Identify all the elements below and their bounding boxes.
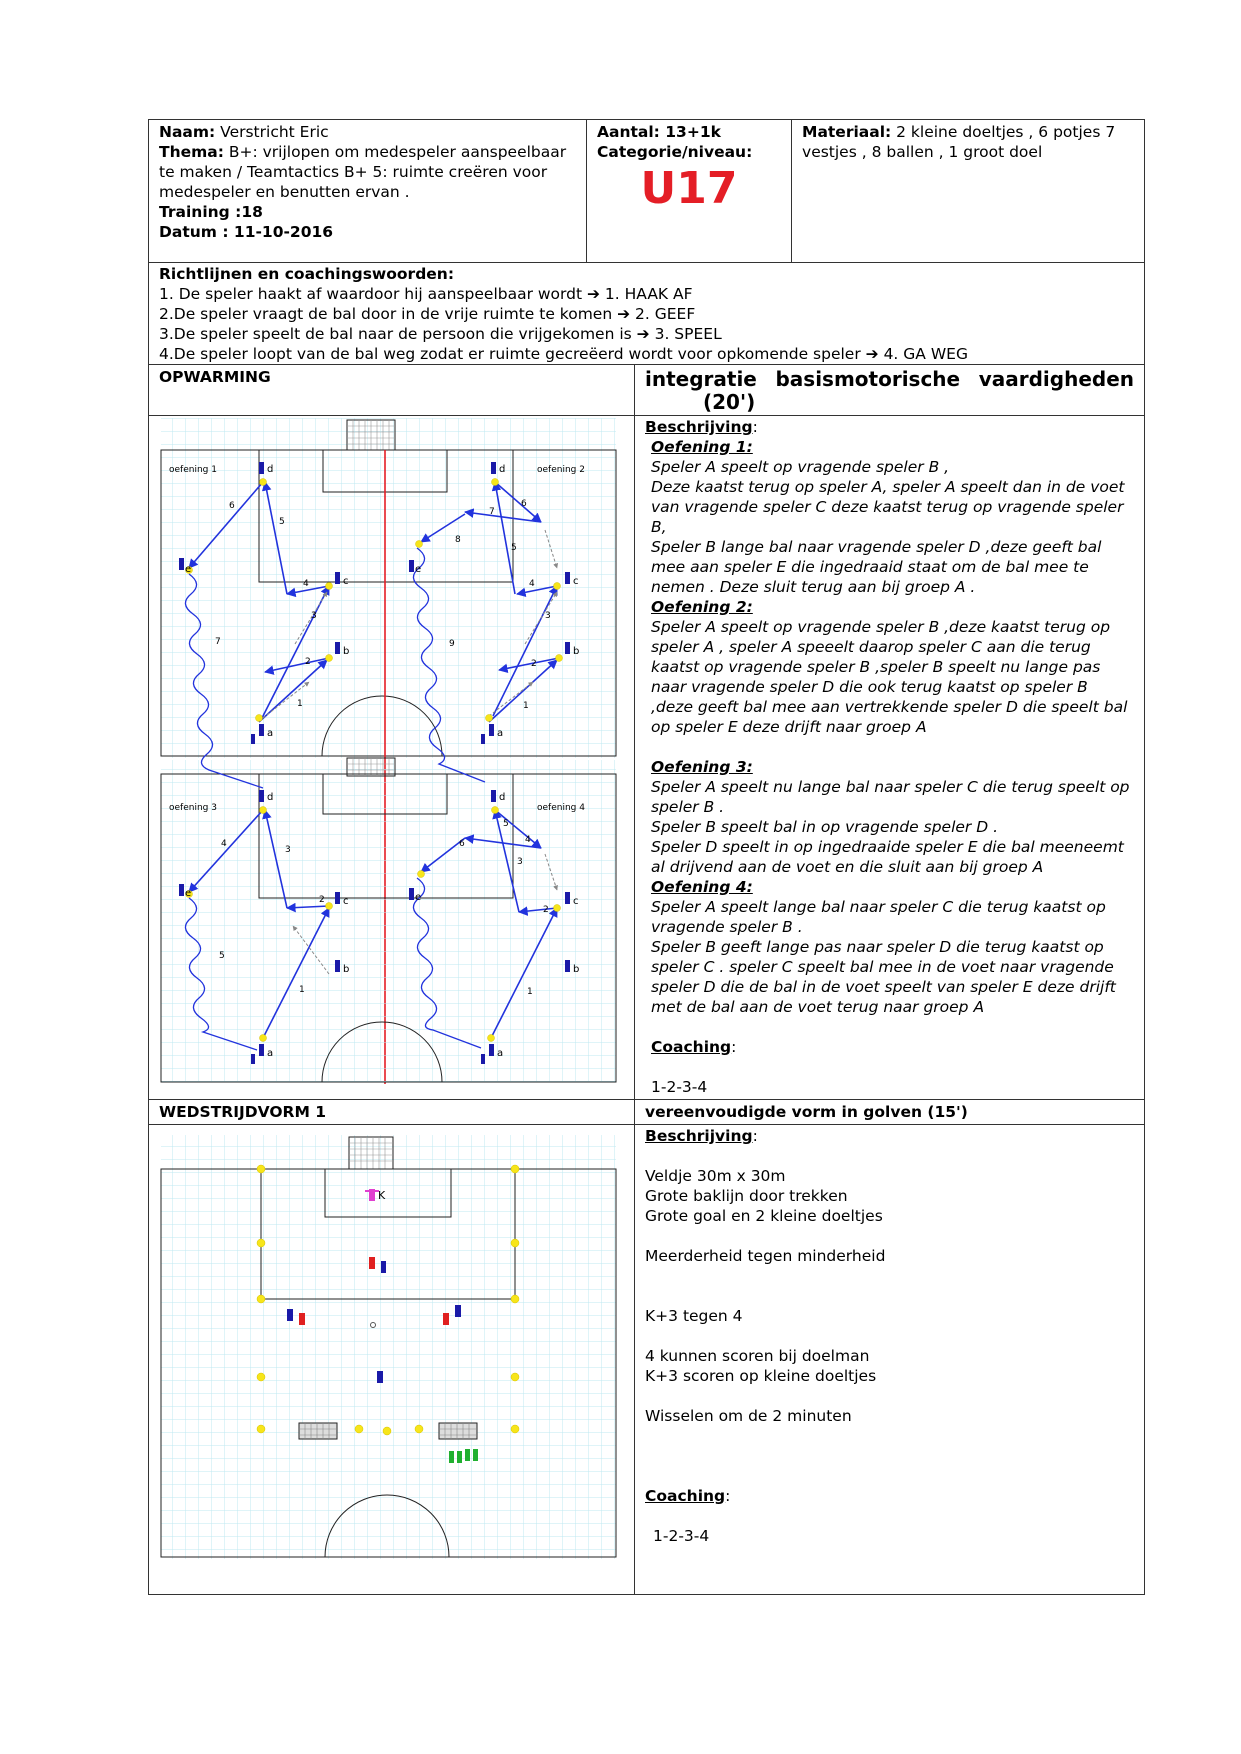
niveau-value: U17 <box>640 163 738 214</box>
svg-text:2: 2 <box>543 905 549 915</box>
svg-text:c: c <box>343 896 349 907</box>
svg-text:b: b <box>573 646 580 657</box>
svg-text:8: 8 <box>455 535 461 545</box>
description-line: Veldje 30m x 30m <box>645 1167 786 1185</box>
richtlijn-item: 2.De speler vraagt de bal door in de vrije ruimte te komen ➔ 2. GEEF <box>159 305 696 323</box>
description-line: 4 kunnen scoren bij doelman <box>645 1347 870 1365</box>
svg-text:3: 3 <box>517 857 523 867</box>
small-goal-right <box>439 1423 477 1439</box>
description-line: Wisselen om de 2 minuten <box>645 1407 852 1425</box>
oefening-4-title: Oefening 4: <box>651 878 753 896</box>
oefening-3-text: Speler D speelt in op ingedraaide speler E die bal meeneemt al drijvend aan de voet en die sluit aan bij groep A <box>651 838 1124 876</box>
oefening-2-text: Speler A speelt op vragende speler B ,deze kaatst terug op speler A , speler A speeelt daarop speler C aan die terug kaatst op vragende speler B ,speler B speelt nu lange pas naar vragende speler D die ook terug kaatst op speler B ,deze geeft bal mee aan vertrekkende speler D die speelt bal op speler E deze drijft naar groep A <box>651 618 1128 736</box>
big-goal <box>349 1137 393 1169</box>
svg-text:6: 6 <box>521 499 527 509</box>
svg-text:e: e <box>185 564 192 575</box>
svg-text:5: 5 <box>511 543 517 553</box>
svg-text:2: 2 <box>531 659 537 669</box>
opwarming-body-row <box>149 416 1145 1100</box>
naam-value: Verstricht Eric <box>215 123 329 141</box>
coaching-value: 1-2-3-4 <box>651 1078 708 1096</box>
beschrijving-label: Beschrijving <box>645 418 753 436</box>
oefening-4-text: Speler A speelt lange bal naar speler C die terug kaatst op vragende speler B . <box>651 898 1106 936</box>
svg-text:2: 2 <box>305 657 311 667</box>
materiaal-label: Materiaal: <box>802 123 892 141</box>
pitch-bottom <box>161 758 616 1082</box>
svg-text:1: 1 <box>297 699 303 709</box>
richtlijn-item: 3.De speler speelt de bal naar de persoon die vrijgekomen is ➔ 3. SPEEL <box>159 325 722 343</box>
svg-text:6: 6 <box>459 839 465 849</box>
oefening-4-text: Speler B geeft lange pas naar speler D die terug kaatst op speler C . speler C speelt bal mee in de voet naar vragende speler D die de bal in de voet speelt van speler E deze drijft met de bal aan de voet terug naar groep A <box>651 938 1116 1016</box>
opwarming-duration: (20') <box>703 390 756 414</box>
svg-text:3: 3 <box>285 845 291 855</box>
description-line: Meerderheid tegen minderheid <box>645 1247 886 1265</box>
svg-text:1: 1 <box>299 985 305 995</box>
oefening-3-text: Speler A speelt nu lange bal naar speler C die terug speelt op speler B . <box>651 778 1130 816</box>
arrow-right-icon: ➔ <box>617 305 631 323</box>
oefening-1-text: Speler A speelt op vragende speler B , <box>651 458 950 476</box>
svg-text:b: b <box>573 964 580 975</box>
svg-text:b: b <box>343 646 350 657</box>
wedstrijdvorm-title: WEDSTRIJDVORM 1 <box>149 1100 635 1125</box>
description-line: Grote goal en 2 kleine doeltjes <box>645 1207 883 1225</box>
thema-label: Thema: <box>159 143 224 161</box>
opwarming-diagram-cell <box>149 416 635 1100</box>
svg-text:9: 9 <box>449 639 455 649</box>
oef-label: oefening 4 <box>537 803 585 813</box>
richtlijn-item: 4.De speler loopt van de bal weg zodat er ruimte gecreëerd wordt voor opkomende speler ➔ 4. GA WEG <box>159 345 968 363</box>
richtlijn-item: 1. De speler haakt af waardoor hij aanspeelbaar wordt ➔ 1. HAAK AF <box>159 285 693 303</box>
oefening-1-text: Speler B lange bal naar vragende speler D ,deze geeft bal mee aan speler E die ingedraaid staat om de bal mee te nemen . Deze sluit terug aan bij groep A . <box>651 538 1102 596</box>
svg-text:e: e <box>185 888 192 899</box>
wedstrijdvorm-body-row <box>149 1125 1145 1595</box>
arrow-right-icon: ➔ <box>586 285 600 303</box>
svg-text:6: 6 <box>229 501 235 511</box>
materiaal-cell <box>792 120 1145 263</box>
training-sheet <box>148 119 1144 1595</box>
richtlijnen-row <box>149 263 1145 365</box>
oef-label: oefening 2 <box>537 465 585 475</box>
small-goal-left <box>299 1423 337 1439</box>
svg-text:a: a <box>267 1048 274 1059</box>
svg-text:3: 3 <box>545 611 551 621</box>
arrow-right-icon: ➔ <box>636 325 650 343</box>
svg-text:c: c <box>343 576 349 587</box>
svg-text:4: 4 <box>303 579 309 589</box>
svg-text:7: 7 <box>489 507 495 517</box>
aantal-cell <box>587 120 792 263</box>
svg-text:5: 5 <box>503 819 509 829</box>
naam-cell <box>149 120 587 263</box>
thema-value: B+: vrijlopen om medespeler aanspeelbaar te maken / Teamtactics B+ 5: ruimte creëren voor medespeler en benutten ervan . <box>159 143 567 201</box>
oefening-3-text: Speler B speelt bal in op vragende speler D . <box>651 818 999 836</box>
aantal: Aantal: 13+1k <box>597 123 721 141</box>
svg-text:7: 7 <box>215 637 221 647</box>
svg-text:a: a <box>497 728 504 739</box>
opwarming-description: Beschrijving: Oefening 1: Speler A speelt op vragende speler B , Deze kaatst terug op speler A, speler A speelt dan in de voet van vragende speler C deze kaatst terug op vragende speler B, Speler B lange bal naar vragende speler D ,deze geeft bal mee aan speler E die ingedraaid staat om de bal mee te nemen . Deze sluit terug aan bij groep A . Oefening 2: Speler A speelt op vragende speler B ,deze kaatst terug op speler A , speler A speeelt daarop speler C aan die terug kaatst op vragende speler B ,speler B speelt nu lange pas naar vragende speler D die ook terug kaatst op speler B ,deze geeft bal mee aan vertrekkende speler D die speelt bal op speler E deze drijft naar groep A Oefening 3: Speler A speelt nu lange bal naar speler C die terug speelt op speler B . Speler B speelt bal in op vragende speler D . Speler D speelt in op ingedraaide speler E die bal meeneemt al drijvend aan de voet en die sluit aan bij groep A Oefening 4: Speler A speelt lange bal naar speler C die terug kaatst op vragende speler B . Speler B geeft lange pas naar speler D die terug kaatst op speler C . speler C speelt bal mee in de voet naar vragende speler D die de bal in de voet speelt van speler E deze drijft met de bal aan de voet terug naar groep A Coaching: 1-2-3-4 <box>635 416 1145 1100</box>
svg-text:a: a <box>497 1048 504 1059</box>
oefening-3-title: Oefening 3: <box>651 758 753 776</box>
svg-text:1: 1 <box>527 987 533 997</box>
svg-text:2: 2 <box>319 895 325 905</box>
wedstrijdvorm-diagram-cell <box>149 1125 635 1595</box>
wedstrijdvorm-header-row <box>149 1100 1145 1125</box>
svg-text:d: d <box>499 464 506 475</box>
arrow-right-icon: ➔ <box>865 345 879 363</box>
beschrijving-label: Beschrijving <box>645 1127 753 1145</box>
svg-text:b: b <box>343 964 350 975</box>
training-number: Training :18 <box>159 203 263 221</box>
svg-text:c: c <box>573 896 579 907</box>
svg-text:4: 4 <box>529 579 535 589</box>
svg-text:d: d <box>499 792 506 803</box>
wedstrijdvorm-diagram <box>159 1133 619 1563</box>
training-table <box>148 119 1145 1595</box>
oef-label: oefening 3 <box>169 803 217 813</box>
wedstrijdvorm-subtitle: vereenvoudigde vorm in golven (15') <box>635 1100 1145 1125</box>
svg-text:4: 4 <box>525 835 531 845</box>
svg-text:5: 5 <box>219 951 225 961</box>
wedstrijdvorm-description: Beschrijving: Veldje 30m x 30m Grote baklijn door trekken Grote goal en 2 kleine doeltjes Meerderheid tegen minderheid K+3 tegen 4 4 kunnen scoren bij doelman K+3 scoren op kleine doeltjes Wisselen om de 2 minuten Coaching: 1-2-3-4 <box>635 1125 1145 1595</box>
coaching-value: 1-2-3-4 <box>653 1527 710 1545</box>
coaching-label: Coaching <box>645 1487 726 1505</box>
materiaal-value: 2 kleine doeltjes , 6 potjes 7 vestjes , 8 ballen , 1 groot doel <box>802 123 1116 161</box>
coaching-label: Coaching <box>651 1038 732 1056</box>
svg-text:3: 3 <box>311 611 317 621</box>
svg-text:a: a <box>267 728 274 739</box>
description-line: K+3 tegen 4 <box>645 1307 743 1325</box>
richtlijnen-cell <box>149 263 1145 365</box>
svg-text:e: e <box>415 564 422 575</box>
opwarming-header-row <box>149 365 1145 416</box>
richtlijnen-title: Richtlijnen en coachingswoorden: <box>159 265 455 283</box>
svg-text:e: e <box>415 892 422 903</box>
keeper-label: K <box>378 1189 386 1202</box>
naam-label: Naam: <box>159 123 216 141</box>
description-line: K+3 scoren op kleine doeltjes <box>645 1367 877 1385</box>
oef-label: oefening 1 <box>169 465 217 475</box>
opwarming-diagram <box>159 418 619 1084</box>
svg-text:d: d <box>267 464 274 475</box>
svg-text:5: 5 <box>279 517 285 527</box>
svg-text:4: 4 <box>221 839 227 849</box>
svg-text:1: 1 <box>523 701 529 711</box>
opwarming-title: OPWARMING <box>149 365 635 416</box>
training-date: Datum : 11-10-2016 <box>159 223 334 241</box>
description-line: Grote baklijn door trekken <box>645 1187 848 1205</box>
oefening-1-text: Deze kaatst terug op speler A, speler A speelt dan in de voet van vragende speler C deze kaatst terug op vragende speler B, <box>651 478 1125 536</box>
oefening-1-title: Oefening 1: <box>651 438 753 456</box>
opwarming-subtitle-cell <box>635 365 1145 416</box>
svg-text:c: c <box>573 576 579 587</box>
categorie-label: Categorie/niveau: <box>597 143 753 161</box>
header-row <box>149 120 1145 263</box>
opwarming-subtitle: integratie basismotorische vaardigheden <box>645 367 1135 391</box>
svg-text:d: d <box>267 792 274 803</box>
oefening-2-title: Oefening 2: <box>651 598 753 616</box>
